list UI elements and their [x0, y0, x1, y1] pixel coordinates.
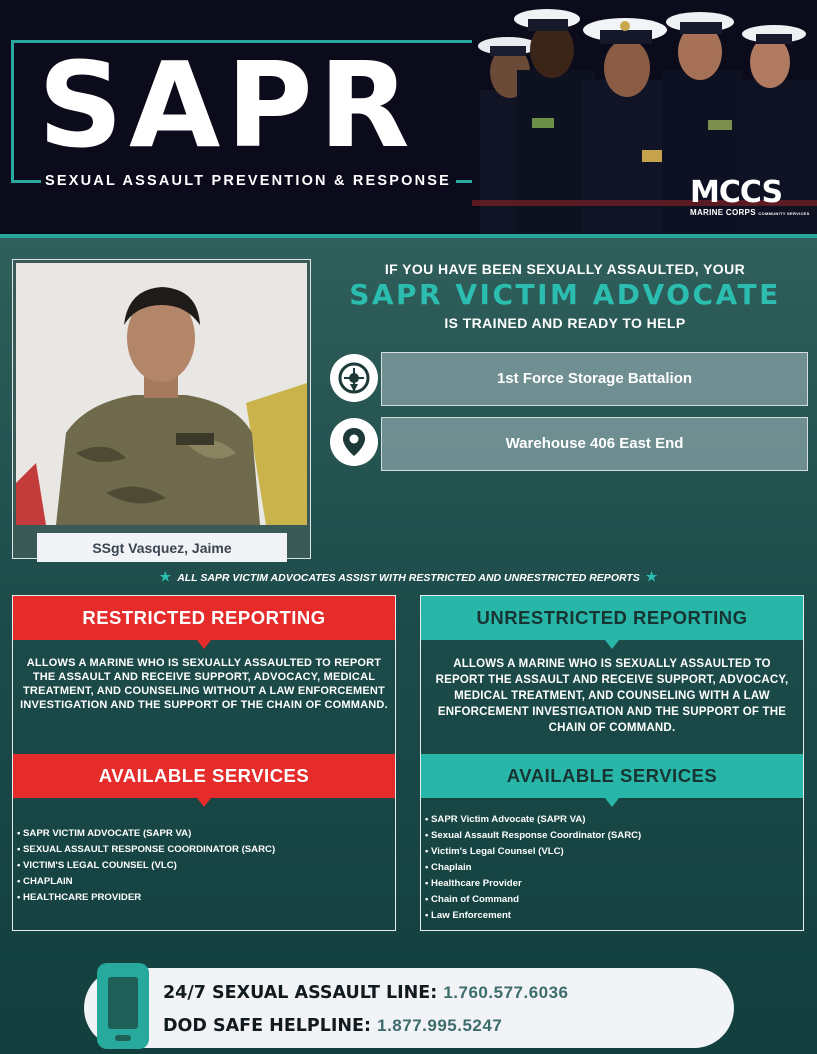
safe-helpline	[163, 1016, 502, 1036]
intro-headline: SAPR VICTIM ADVOCATE	[349, 278, 781, 311]
restricted-reporting-panel	[12, 595, 396, 931]
logo-small: COMMUNITY SERVICES	[758, 211, 810, 216]
restricted-title: RESTRICTED REPORTING	[13, 596, 395, 640]
frame-line	[11, 40, 14, 182]
hotline-bar	[84, 968, 734, 1048]
hotline-number: 1.877.995.5247	[377, 1016, 503, 1035]
location-field: Warehouse 406 East End	[381, 417, 808, 471]
list-item: • CHAPLAIN	[17, 874, 275, 890]
list-item: • Sexual Assault Response Coordinator (SARC)	[425, 828, 641, 844]
list-item: • SEXUAL ASSAULT RESPONSE COORDINATOR (SARC)	[17, 842, 275, 858]
list-item: • HEALTHCARE PROVIDER	[17, 890, 275, 906]
list-item: • Healthcare Provider	[425, 876, 641, 892]
sexual-assault-line	[163, 983, 569, 1003]
unrestricted-description: ALLOWS A MARINE WHO IS SEXUALLY ASSAULTED TO REPORT THE ASSAULT AND RECEIVE SUPPORT, ADVOCACY, MEDICAL TREATMENT, AND COUNSELING WITH A LAW ENFORCEMENT INVESTIGATION AND THE SUPPORT OF THE CHAIN OF COMMAND.	[435, 658, 789, 734]
list-item: • VICTIM'S LEGAL COUNSEL (VLC)	[17, 858, 275, 874]
page-subtitle: SEXUAL ASSAULT PREVENTION & RESPONSE	[45, 173, 452, 189]
hotline-number: 1.760.577.6036	[443, 983, 569, 1002]
restricted-services-title: AVAILABLE SERVICES	[13, 754, 395, 798]
advocate-note	[0, 569, 817, 585]
unrestricted-title: UNRESTRICTED REPORTING	[421, 596, 803, 640]
list-item: • Chaplain	[425, 860, 641, 876]
logo-wordmark: MCCS	[690, 175, 783, 210]
mccs-logo	[690, 175, 810, 219]
header-banner	[0, 0, 817, 234]
map-pin-icon	[330, 418, 378, 466]
intro-line-3: IS TRAINED AND READY TO HELP	[444, 315, 686, 331]
list-item: • SAPR Victim Advocate (SAPR VA)	[425, 812, 641, 828]
logo-sub: MARINE CORPS	[690, 208, 756, 217]
frame-line	[11, 180, 41, 183]
list-item: • SAPR VICTIM ADVOCATE (SAPR VA)	[17, 826, 275, 842]
unit-field: 1st Force Storage Battalion	[381, 352, 808, 406]
list-item: • Law Enforcement	[425, 908, 641, 924]
header-divider	[0, 234, 817, 238]
phone-icon	[97, 963, 149, 1049]
intro-line-1: IF YOU HAVE BEEN SEXUALLY ASSAULTED, YOUR	[384, 261, 746, 277]
advocate-photo-frame	[12, 259, 311, 559]
list-item: • Chain of Command	[425, 892, 641, 908]
star-icon: ★	[159, 569, 172, 584]
unrestricted-reporting-panel	[420, 595, 804, 931]
hotline-label: DOD SAFE HELPLINE:	[163, 1016, 372, 1036]
note-text: ALL SAPR VICTIM ADVOCATES ASSIST WITH RESTRICTED AND UNRESTRICTED REPORTS	[177, 572, 640, 584]
advocate-photo	[16, 263, 307, 525]
emblem-icon	[330, 354, 378, 402]
restricted-description: ALLOWS A MARINE WHO IS SEXUALLY ASSAULTED TO REPORT THE ASSAULT AND RECEIVE SUPPORT, ADVOCACY, MEDICAL TREATMENT, AND COUNSELING WITHOUT A LAW ENFORCEMENT INVESTIGATION AND THE SUPPORT OF THE CHAIN OF COMMAND.	[20, 657, 388, 711]
unrestricted-services-title: AVAILABLE SERVICES	[421, 754, 803, 798]
unrestricted-services-list	[425, 812, 641, 924]
advocate-name: SSgt Vasquez, Jaime	[37, 533, 287, 562]
list-item: • Victim's Legal Counsel (VLC)	[425, 844, 641, 860]
page-title: SAPR	[38, 36, 416, 174]
hotline-label: 24/7 SEXUAL ASSAULT LINE:	[163, 983, 438, 1003]
restricted-services-list	[17, 826, 275, 906]
star-icon: ★	[645, 569, 658, 584]
